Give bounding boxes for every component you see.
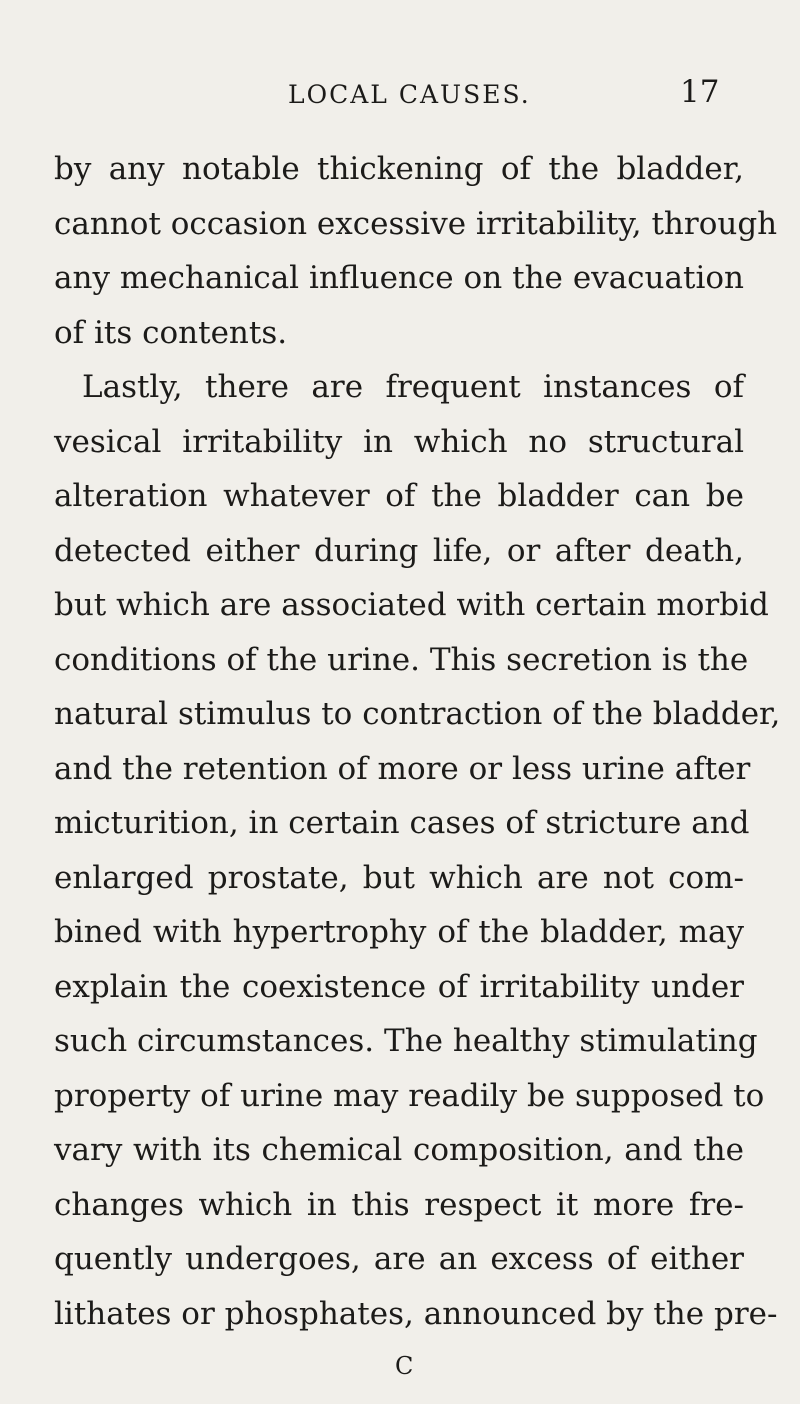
text-line: Lastly, there are frequent instances of xyxy=(82,369,744,405)
text-line: any mechanical influence on the evacuation xyxy=(54,260,744,296)
text-line: natural stimulus to contraction of the bladder, xyxy=(54,696,781,732)
text-line: conditions of the urine. This secretion is the xyxy=(54,641,749,678)
text-line: changes which in this respect it more fre- xyxy=(54,1186,744,1223)
body-text xyxy=(54,142,781,1341)
text-line: vary with its chemical composition, and the xyxy=(54,1132,744,1168)
text-line: enlarged prostate, but which are not com- xyxy=(54,859,744,896)
text-line: of its contents. xyxy=(54,314,288,351)
text-line: cannot occasion excessive irritability, through xyxy=(54,205,778,242)
signature-mark: C xyxy=(395,1352,414,1380)
text-line: explain the coexistence of irritability under xyxy=(54,968,744,1005)
running-head: LOCAL CAUSES. xyxy=(288,80,531,109)
text-line: micturition, in certain cases of stricture and xyxy=(54,805,750,841)
text-line: lithates or phosphates, announced by the pre- xyxy=(54,1295,778,1332)
text-line: such circumstances. The healthy stimulating xyxy=(54,1023,758,1059)
text-line: quently undergoes, are an excess of either xyxy=(54,1241,744,1277)
text-line: bined with hypertrophy of the bladder, may xyxy=(54,914,744,950)
text-line: detected either during life, or after death, xyxy=(54,532,744,569)
text-line: property of urine may readily be supposed to xyxy=(54,1077,765,1114)
text-line: alteration whatever of the bladder can be xyxy=(54,478,744,514)
text-line: but which are associated with certain morbid xyxy=(54,587,769,623)
text-line: by any notable thickening of the bladder, xyxy=(54,151,744,187)
page-number: 17 xyxy=(680,74,720,110)
text-line: vesical irritability in which no structural xyxy=(54,423,744,460)
text-line: and the retention of more or less urine after xyxy=(54,750,751,787)
